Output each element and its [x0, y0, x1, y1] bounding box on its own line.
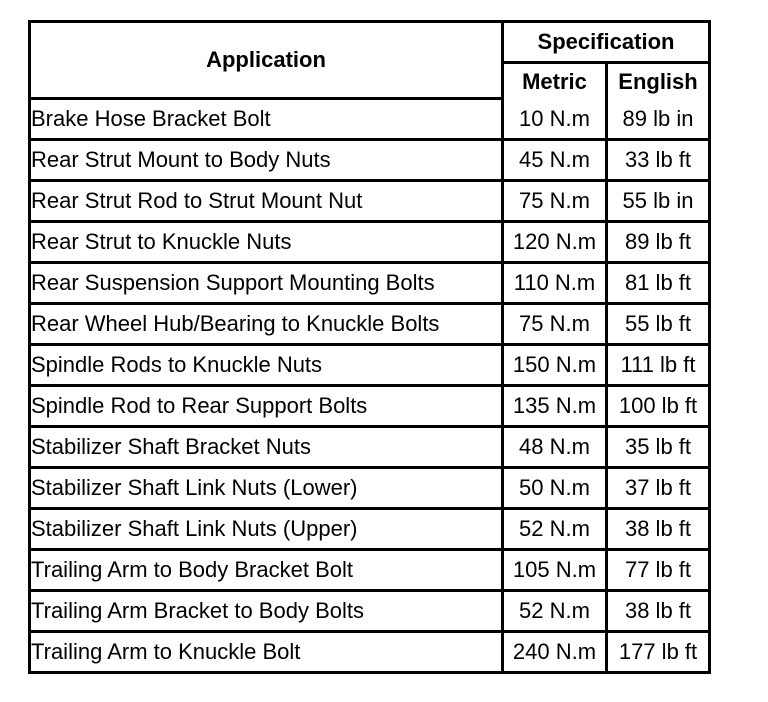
table-row [31, 305, 708, 346]
table-row [31, 633, 708, 671]
english-cell: 37 lb ft [608, 469, 708, 510]
english-cell: 89 lb in [608, 100, 708, 141]
table-row [31, 469, 708, 510]
application-cell: Rear Strut Rod to Strut Mount Nut [31, 182, 504, 223]
metric-cell: 240 N.m [504, 633, 608, 671]
table-row [31, 141, 708, 182]
fastener-specification-table [28, 20, 711, 674]
application-cell: Brake Hose Bracket Bolt [31, 100, 504, 141]
table-row [31, 551, 708, 592]
table-row [31, 264, 708, 305]
table-row [31, 100, 708, 141]
metric-cell: 10 N.m [504, 100, 608, 141]
english-cell: 89 lb ft [608, 223, 708, 264]
application-cell: Spindle Rod to Rear Support Bolts [31, 387, 504, 428]
specification-header: Specification [504, 23, 708, 64]
english-cell: 81 lb ft [608, 264, 708, 305]
english-header: English [618, 69, 698, 94]
english-cell: 35 lb ft [608, 428, 708, 469]
table-row [31, 387, 708, 428]
metric-cell: 75 N.m [504, 182, 608, 223]
application-cell: Rear Wheel Hub/Bearing to Knuckle Bolts [31, 305, 504, 346]
metric-cell: 110 N.m [504, 264, 608, 305]
application-cell: Stabilizer Shaft Bracket Nuts [31, 428, 504, 469]
table-row [31, 182, 708, 223]
table-row [31, 592, 708, 633]
application-cell: Trailing Arm to Body Bracket Bolt [31, 551, 504, 592]
application-cell: Stabilizer Shaft Link Nuts (Upper) [31, 510, 504, 551]
table-row [31, 510, 708, 551]
english-cell: 55 lb ft [608, 305, 708, 346]
metric-cell: 52 N.m [504, 510, 608, 551]
application-cell: Rear Suspension Support Mounting Bolts [31, 264, 504, 305]
application-cell: Rear Strut to Knuckle Nuts [31, 223, 504, 264]
english-cell: 177 lb ft [618, 639, 698, 664]
english-cell: 33 lb ft [608, 141, 708, 182]
english-cell: 100 lb ft [608, 387, 708, 428]
metric-cell: 120 N.m [504, 223, 608, 264]
metric-cell: 48 N.m [504, 428, 608, 469]
application-header: Application [31, 23, 504, 100]
metric-cell: 45 N.m [504, 141, 608, 182]
metric-cell: 135 N.m [504, 387, 608, 428]
application-cell: Stabilizer Shaft Link Nuts (Lower) [31, 469, 504, 510]
application-cell: Trailing Arm to Knuckle Bolt [31, 633, 504, 671]
metric-header: Metric [504, 64, 608, 100]
application-cell: Spindle Rods to Knuckle Nuts [31, 346, 504, 387]
english-cell: 38 lb ft [608, 510, 708, 551]
table-row [31, 223, 708, 264]
english-cell: 77 lb ft [608, 551, 708, 592]
metric-cell: 50 N.m [504, 469, 608, 510]
metric-cell: 75 N.m [504, 305, 608, 346]
english-cell: 111 lb ft [608, 346, 708, 387]
english-cell: 38 lb ft [608, 592, 708, 633]
table-body [31, 100, 708, 671]
application-cell: Rear Strut Mount to Body Nuts [31, 141, 504, 182]
table-row [31, 428, 708, 469]
table-row [31, 346, 708, 387]
english-cell: 55 lb in [608, 182, 708, 223]
metric-cell: 105 N.m [504, 551, 608, 592]
metric-cell: 52 N.m [504, 592, 608, 633]
application-cell: Trailing Arm Bracket to Body Bolts [31, 592, 504, 633]
metric-cell: 150 N.m [504, 346, 608, 387]
